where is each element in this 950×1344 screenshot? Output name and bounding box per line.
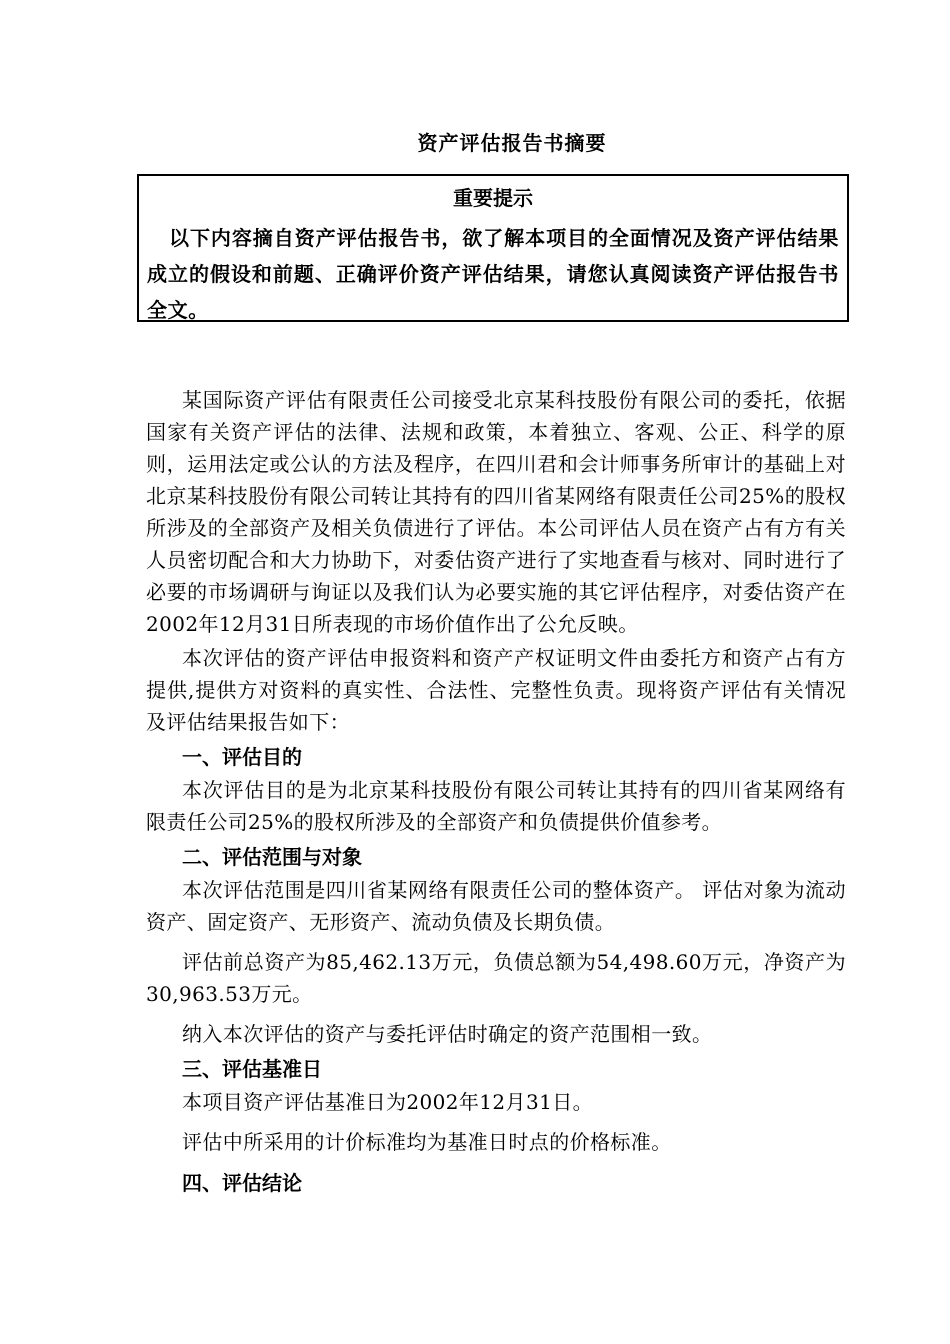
paragraph-base-date: 本项目资产评估基准日为2002年12月31日。 [182,1090,593,1114]
paragraph-totals: 评估前总资产为85,462.13万元，负债总额为54,498.60万元，净资产为30,963.53万元。 [146,950,846,1006]
notice-heading: 重要提示 [453,186,533,210]
paragraph-scope: 本次评估范围是四川省某网络有限责任公司的整体资产。 评估对象为流动资产、固定资产、无形资产、流动负债及长期负债。 [146,878,846,934]
section-heading-base-date: 三、评估基准日 [182,1057,322,1081]
section-heading-scope: 二、评估范围与对象 [182,845,362,869]
paragraph-materials: 本次评估的资产评估申报资料和资产产权证明文件由委托方和资产占有方提供,提供方对资料的真实性、合法性、完整性负责。现将资产评估有关情况及评估结果报告如下： [146,646,846,734]
paragraph-intro: 某国际资产评估有限责任公司接受北京某科技股份有限公司的委托，依据国家有关资产评估的法律、法规和政策，本着独立、客观、公正、科学的原则，运用法定或公认的方法及程序，在四川君和会计师事务所审计的基础上对北京某科技股份有限公司转让其持有的四川省某网络有限责任公司25%的股权所涉及的全部资产及相关负债进行了评估。本公司评估人员在资产占有方有关人员密切配合和大力协助下，对委估资产进行了实地查看与核对、同时进行了必要的市场调研与询证以及我们认为必要实施的其它评估程序，对委估资产在2002年12月31日所表现的市场价值作出了公允反映。 [146,388,846,636]
paragraph-purpose: 本次评估目的是为北京某科技股份有限公司转让其持有的四川省某网络有限责任公司25%的股权所涉及的全部资产和负债提供价值参考。 [146,778,846,834]
document-body [146,384,846,1200]
section-heading-purpose: 一、评估目的 [182,745,302,769]
paragraph-price-standard: 评估中所采用的计价标准均为基准日时点的价格标准。 [182,1130,672,1154]
important-notice-box [137,174,849,322]
document-title: 资产评估报告书摘要 [417,131,607,155]
notice-text: 以下内容摘自资产评估报告书，欲了解本项目的全面情况及资产评估结果成立的假设和前题、正确评价资产评估结果，请您认真阅读资产评估报告书全文。 [147,226,839,322]
section-heading-conclusion: 四、评估结论 [182,1171,302,1195]
paragraph-consistent: 纳入本次评估的资产与委托评估时确定的资产范围相一致。 [182,1022,713,1046]
